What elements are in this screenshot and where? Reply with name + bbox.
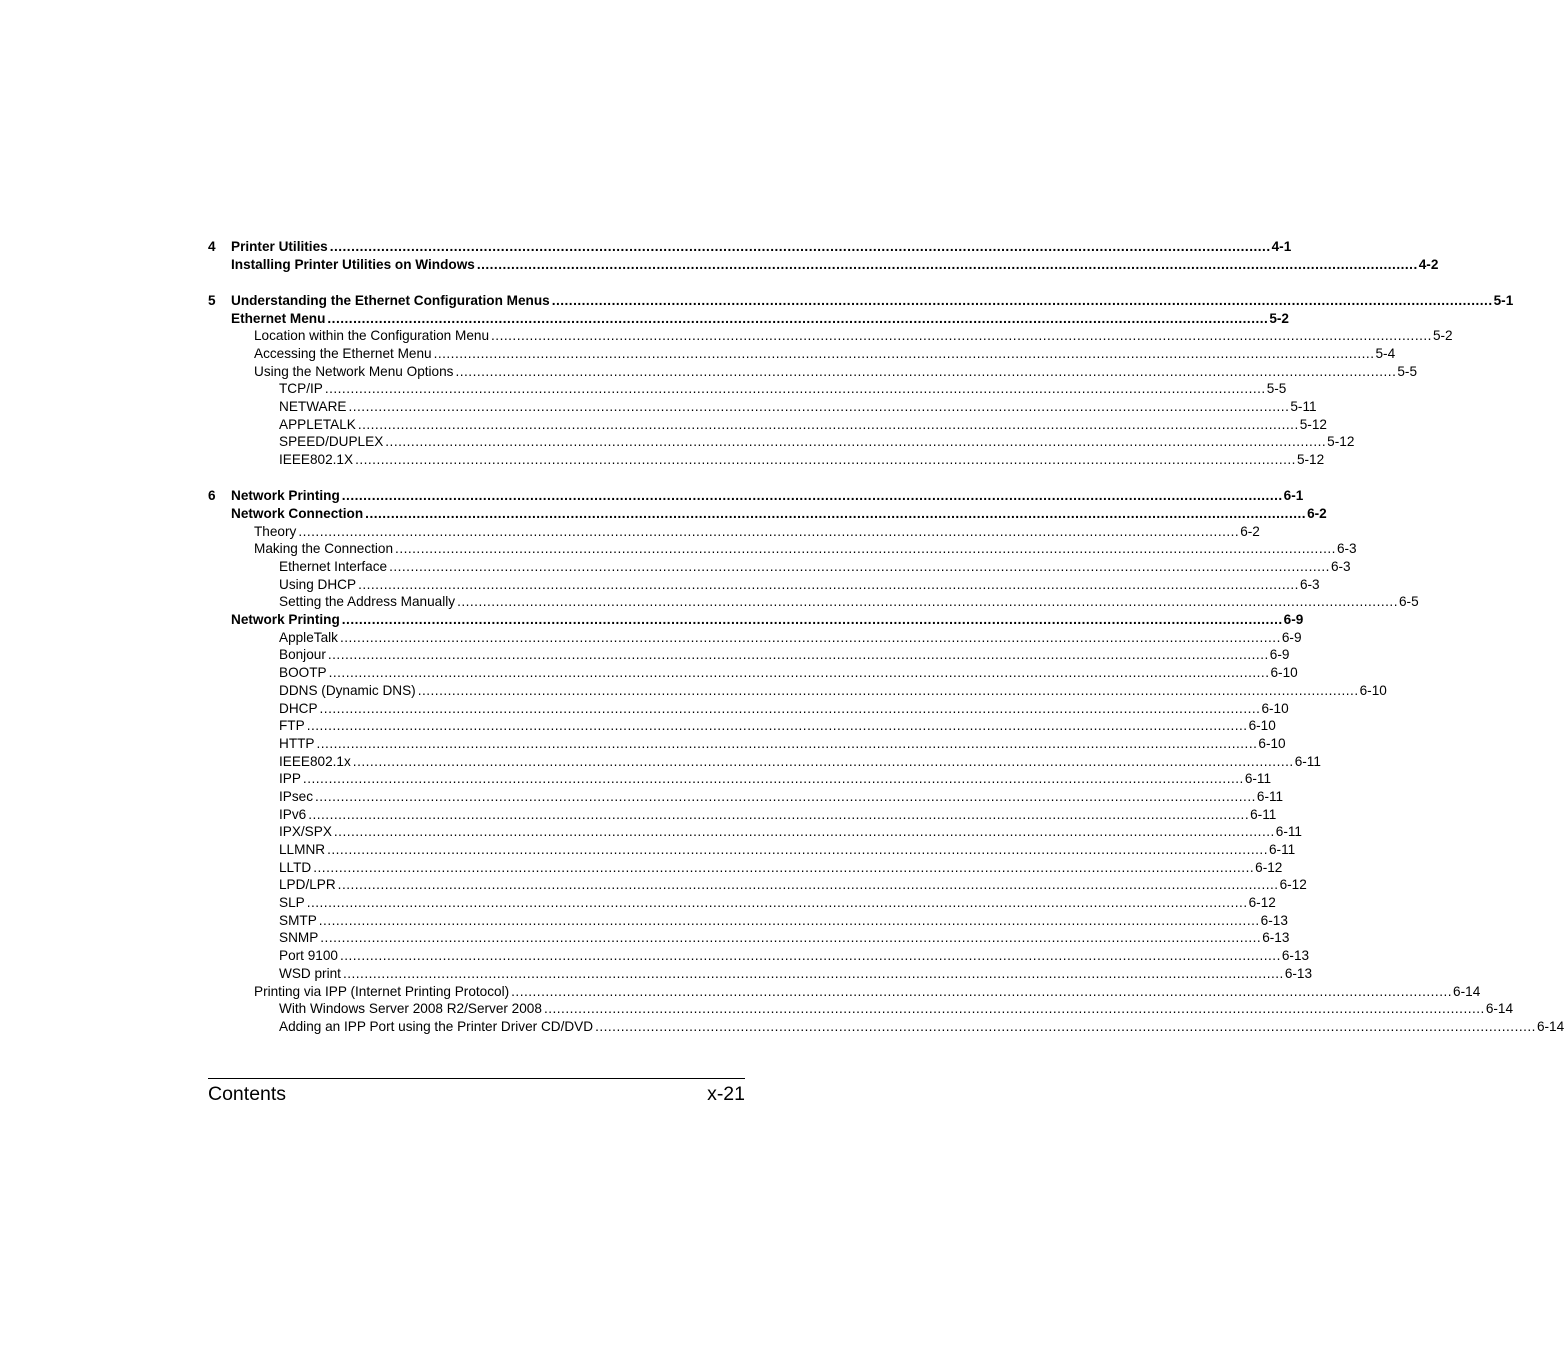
toc-page-number: 6-14 [1453,983,1481,999]
toc-entry [208,380,1287,398]
toc-page-number: 6-1 [1283,488,1304,504]
toc-entry-title: BOOTP [279,665,327,681]
dot-leader: ............................................................................................................................................................................................................................ [457,594,1398,610]
toc-page-number: 6-10 [1261,700,1289,716]
dot-leader: ............................................................................................................................................................................................................................ [433,345,1375,361]
toc-entry-title: HTTP [279,735,315,751]
toc-entry-title: DDNS (Dynamic DNS) [279,682,416,698]
toc-entry-row [231,238,1292,256]
toc-entry [208,576,1320,594]
toc-entry [208,629,1302,647]
toc-entry-title: IPv6 [279,806,307,822]
toc-entry-row [279,806,1277,824]
toc-entry-row [279,912,1288,930]
toc-page-number: 6-10 [1270,665,1298,681]
dot-leader: ............................................................................................................................................................................................................................ [417,682,1359,698]
toc-page-number: 6-5 [1398,594,1419,610]
toc-entry-title: AppleTalk [279,629,338,645]
dot-leader: ............................................................................................................................................................................................................................ [316,735,1258,751]
toc-entry-title: TCP/IP [279,381,323,397]
toc-entry [208,505,1327,523]
toc-page-number: 6-3 [1330,559,1351,574]
dot-leader: ............................................................................................................................................................................................................................ [455,363,1397,379]
dot-leader: ............................................................................................................................................................................................................................ [315,788,1256,804]
footer-page-number: x-21 [707,1083,745,1105]
toc-entry-title: SPEED/DUPLEX [279,434,384,450]
toc-entry [208,929,1290,947]
toc-entry [208,1018,1564,1036]
toc-page-number: 6-12 [1279,877,1307,893]
toc-entry-row [254,327,1453,345]
toc-page-number: 6-13 [1260,912,1288,928]
toc-entry [208,292,1514,310]
toc-entry-row [279,433,1355,451]
toc-entry [208,433,1355,451]
toc-page-number: 5-1 [1493,292,1514,308]
toc-entry-row [279,735,1286,753]
dot-leader: ............................................................................................................................................................................................................................ [319,700,1261,716]
toc-entry-title: NETWARE [279,399,347,414]
toc-page-number: 6-2 [1240,523,1260,539]
toc-page-number: 6-11 [1294,753,1321,769]
toc-entry-row [279,841,1296,859]
toc-entry-title: Port 9100 [279,948,338,964]
dot-leader: ............................................................................................................................................................................................................................ [333,824,1275,840]
toc-entry-row [279,876,1307,894]
dot-leader: ............................................................................................................................................................................................................................ [318,912,1260,928]
dot-leader: ............................................................................................................................................................................................................................ [511,983,1453,999]
toc-entry-title: Accessing the Ethernet Menu [254,345,432,361]
dot-leader: ............................................................................................................................................................................................................................ [358,576,1299,592]
dot-leader: ............................................................................................................................................................................................................................ [355,452,1296,468]
toc-entry-row [279,416,1327,434]
toc-entry-row [279,451,1325,469]
toc-entry [208,947,1310,965]
toc-entry [208,540,1357,558]
toc-entry [208,859,1283,877]
toc-entry-row [279,823,1302,841]
toc-entry-row [279,380,1287,398]
toc-entry-title: LLTD [279,859,312,875]
toc-entry [208,345,1396,363]
toc-entry [208,398,1317,416]
toc-entry-row [279,788,1284,806]
dot-leader: ............................................................................................................................................................................................................................ [341,612,1283,628]
toc-entry [208,983,1481,1001]
dot-leader: ............................................................................................................................................................................................................................ [302,771,1244,787]
toc-entry-title: Theory [254,523,297,539]
toc-entry [208,841,1296,859]
toc-entry-row [279,576,1320,594]
toc-entry-title: Network Connection [231,505,364,521]
toc-entry [208,664,1298,682]
toc-entry [208,700,1289,718]
dot-leader: ............................................................................................................................................................................................................................ [339,629,1281,645]
toc-entry [208,1000,1514,1018]
toc-entry [208,876,1307,894]
dot-leader: ............................................................................................................................................................................................................................ [320,930,1262,946]
toc-entry [208,894,1276,912]
toc-entry-row [279,965,1313,983]
toc-page-number: 6-14 [1485,1001,1514,1017]
toc-entry [208,327,1453,345]
toc-entry-row [279,629,1302,647]
toc-page-number: 6-3 [1299,576,1320,592]
toc-entry-row [279,1000,1514,1018]
toc-page-number: 6-10 [1248,718,1276,734]
dot-leader: ............................................................................................................................................................................................................................ [298,523,1240,539]
toc-entry-title: LPD/LPR [279,877,336,893]
toc-entry-row [254,345,1396,363]
dot-leader: ............................................................................................................................................................................................................................ [329,239,1271,254]
toc-entry-row [279,947,1310,965]
toc-page-number: 6-11 [1250,806,1277,822]
dot-leader: ............................................................................................................................................................................................................................ [385,434,1327,450]
toc-entry-row [279,753,1321,771]
dot-leader: ............................................................................................................................................................................................................................ [327,310,1269,326]
toc-page-number: 5-11 [1290,399,1317,414]
toc-entry-row [279,593,1419,611]
toc-page-number: 5-5 [1397,363,1418,379]
toc-entry [208,523,1260,541]
toc-entry [208,965,1313,983]
toc-page-number: 6-13 [1281,948,1310,964]
toc-entry-title: Network Printing [231,612,340,628]
dot-leader: ............................................................................................................................................................................................................................ [337,877,1279,893]
toc-entry-row [231,611,1304,629]
toc-entry [208,558,1351,576]
toc-entry-title: Making the Connection [254,541,394,557]
toc-entry-title: Ethernet Interface [279,559,388,574]
chapter-number: 5 [208,292,216,308]
dot-leader: ............................................................................................................................................................................................................................ [365,505,1307,521]
toc-entry-row [254,523,1260,541]
toc-page-number: 6-9 [1269,647,1290,663]
dot-leader: ............................................................................................................................................................................................................................ [306,895,1248,911]
toc-entry-row [279,929,1290,947]
toc-entry [208,806,1277,824]
toc-page-number: 6-14 [1536,1018,1564,1034]
dot-leader: ............................................................................................................................................................................................................................ [348,399,1290,414]
toc-entry-row [254,363,1418,381]
footer-rule [208,1078,745,1079]
toc-entry-title: IEEE802.1x [279,753,351,769]
toc-entry-title: IPX/SPX [279,824,332,840]
toc-entry [208,451,1325,469]
toc-page-number: 6-13 [1284,965,1313,981]
toc-entry-row [279,558,1351,576]
toc-entry-title: Setting the Address Manually [279,594,456,610]
toc-entry-title: SNMP [279,930,319,946]
toc-entry-row [279,859,1283,877]
table-of-contents [208,238,1564,1036]
toc-entry [208,788,1284,806]
toc-entry [208,256,1439,274]
toc-entry-row [279,682,1387,700]
toc-page-number: 5-4 [1375,345,1396,361]
toc-entry [208,416,1327,434]
toc-entry-title: Location within the Configuration Menu [254,328,490,344]
dot-leader: ............................................................................................................................................................................................................................ [328,665,1270,681]
toc-entry-title: LLMNR [279,842,326,857]
toc-page-number: 4-2 [1418,256,1439,272]
chapter-number: 4 [208,239,216,254]
toc-entry-row [279,1018,1564,1036]
dot-leader: ............................................................................................................................................................................................................................ [491,328,1432,344]
toc-entry-row [254,983,1481,1001]
dot-leader: ............................................................................................................................................................................................................................ [327,647,1269,663]
toc-entry-title: Ethernet Menu [231,310,326,326]
toc-entry-row [231,505,1327,523]
toc-page-number: 6-11 [1268,842,1296,857]
toc-page-number: 4-1 [1271,239,1292,254]
toc-page-number: 5-12 [1296,452,1325,468]
toc-page-number: 6-3 [1336,541,1357,557]
toc-entry [208,646,1290,664]
toc-entry-row [231,292,1514,310]
chapter-number: 6 [208,488,216,504]
toc-entry [208,717,1276,735]
toc-entry-title: Using the Network Menu Options [254,363,454,379]
toc-entry-title: Using DHCP [279,576,357,592]
toc-entry-title: Adding an IPP Port using the Printer Driver CD/DVD [279,1018,594,1034]
dot-leader: ............................................................................................................................................................................................................................ [389,559,1330,574]
dot-leader: ............................................................................................................................................................................................................................ [342,965,1284,981]
dot-leader: ............................................................................................................................................................................................................................ [327,842,1268,857]
toc-entry-title: Bonjour [279,647,326,663]
dot-leader: ............................................................................................................................................................................................................................ [476,256,1418,272]
toc-entry-row [231,487,1304,505]
toc-entry-row [254,540,1357,558]
toc-page-number: 6-12 [1255,859,1283,875]
dot-leader: ............................................................................................................................................................................................................................ [324,381,1266,397]
toc-page-number: 5-2 [1432,328,1453,344]
toc-entry-title: Installing Printer Utilities on Windows [231,256,475,272]
toc-entry [208,487,1304,505]
toc-entry-title: Printing via IPP (Internet Printing Protocol) [254,983,510,999]
toc-page-number: 6-10 [1359,682,1387,698]
toc-entry-title: Printer Utilities [231,239,328,254]
toc-entry-title: IEEE802.1X [279,452,354,468]
toc-page-number: 6-2 [1307,505,1327,521]
toc-entry-row [279,894,1276,912]
toc-page-number: 5-12 [1299,416,1327,432]
toc-entry-row [231,256,1439,274]
dot-leader: ............................................................................................................................................................................................................................ [395,541,1336,557]
dot-leader: ............................................................................................................................................................................................................................ [306,718,1248,734]
toc-entry [208,593,1419,611]
toc-entry-title: SMTP [279,912,317,928]
toc-entry-title: WSD print [279,965,341,981]
toc-page-number: 6-11 [1256,788,1284,804]
toc-entry [208,735,1286,753]
toc-page-number: 6-9 [1283,612,1304,628]
toc-entry [208,363,1418,381]
dot-leader: ............................................................................................................................................................................................................................ [341,488,1283,504]
toc-entry [208,310,1289,328]
toc-entry [208,682,1387,700]
toc-entry-title: FTP [279,718,305,734]
toc-entry-title: SLP [279,895,305,911]
toc-entry-row [231,310,1289,328]
dot-leader: ............................................................................................................................................................................................................................ [595,1018,1536,1034]
toc-entry [208,238,1292,256]
toc-entry [208,823,1302,841]
dot-leader: ............................................................................................................................................................................................................................ [308,806,1250,822]
toc-entry [208,912,1288,930]
toc-entry-title: IPsec [279,788,313,804]
dot-leader: ............................................................................................................................................................................................................................ [313,859,1255,875]
dot-leader: ............................................................................................................................................................................................................................ [352,753,1294,769]
toc-entry-row [279,664,1298,682]
toc-page-number: 6-11 [1275,824,1302,840]
toc-page-number: 6-9 [1281,629,1302,645]
dot-leader: ............................................................................................................................................................................................................................ [543,1001,1485,1017]
toc-page-number: 5-5 [1266,381,1287,397]
toc-entry-row [279,646,1290,664]
toc-page-number: 5-12 [1327,434,1355,450]
toc-page-number: 6-13 [1262,930,1290,946]
toc-entry-title: Understanding the Ethernet Configuration Menus [231,292,550,308]
toc-entry [208,753,1321,771]
toc-entry [208,770,1272,788]
toc-entry-title: With Windows Server 2008 R2/Server 2008 [279,1001,542,1017]
toc-entry-row [279,700,1289,718]
dot-leader: ............................................................................................................................................................................................................................ [339,948,1281,964]
toc-entry-title: Network Printing [231,488,340,504]
toc-page-number: 6-12 [1248,895,1276,911]
toc-entry-title: DHCP [279,700,318,716]
toc-entry [208,611,1304,629]
toc-page-number: 6-11 [1244,771,1272,787]
toc-entry-row [279,770,1272,788]
dot-leader: ............................................................................................................................................................................................................................ [551,292,1493,308]
toc-entry-row [279,398,1317,416]
toc-entry-title: IPP [279,771,301,787]
toc-entry-title: APPLETALK [279,416,356,432]
toc-page-number: 5-2 [1269,310,1289,326]
dot-leader: ............................................................................................................................................................................................................................ [357,416,1299,432]
toc-page-number: 6-10 [1258,735,1286,751]
footer-section-title: Contents [208,1083,287,1105]
toc-entry-row [279,717,1276,735]
